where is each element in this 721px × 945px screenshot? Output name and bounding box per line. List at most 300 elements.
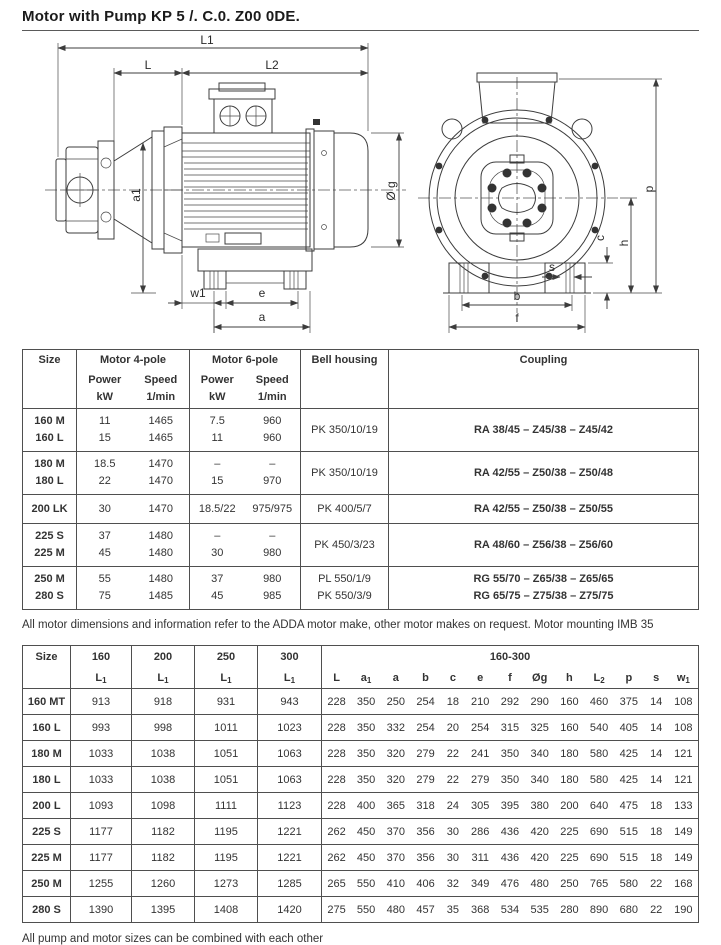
col-subhead-power [190, 368, 245, 409]
terminal-box-side [209, 83, 275, 133]
cell-dim: 436 [495, 819, 525, 845]
cell-L1: 1408 [195, 897, 258, 923]
cell-dim: 30 [440, 845, 465, 871]
cell-dim: 18 [644, 845, 669, 871]
cell-bell-housing [301, 409, 389, 452]
cell-size [23, 409, 77, 452]
cell-size: 250 M [23, 871, 71, 897]
cell-line: – [214, 530, 221, 542]
cell-dim: 180 [555, 741, 585, 767]
dim-label-L2: L2 [265, 58, 279, 72]
cell-dim: 24 [440, 793, 465, 819]
cell-dim: 320 [381, 741, 411, 767]
cell-coupling [389, 495, 699, 524]
cell-dim: 350 [351, 689, 381, 715]
technical-drawing [0, 31, 721, 339]
cell-dim: 395 [495, 793, 525, 819]
col-subhead-L1: $L_1$ [258, 667, 322, 689]
spec-row [23, 567, 699, 610]
cell-dim: 14 [644, 689, 669, 715]
cell-dim: 450 [351, 845, 381, 871]
cell-L1: 1177 [71, 845, 132, 871]
cell-dim: 18 [644, 793, 669, 819]
cell-dim: 580 [614, 871, 644, 897]
cell-size: 225 S [23, 819, 71, 845]
cell-line: 75 [98, 590, 111, 602]
cell-line: 280 S [35, 590, 64, 602]
cell-dim: 22 [644, 897, 669, 923]
cell-dim: 279 [465, 767, 495, 793]
cell-line: PK 400/5/7 [317, 502, 372, 515]
cell-dim: 32 [440, 871, 465, 897]
cell-line: 30 [98, 502, 111, 515]
cell-line: 37 [211, 573, 224, 585]
cell-line: RG 55/70 – Z65/38 – Z65/65 [473, 573, 614, 585]
cell-L1: 1033 [71, 741, 132, 767]
dim-row [23, 845, 699, 871]
dimension-table-head [23, 646, 699, 689]
cell-size [23, 452, 77, 495]
col-subhead-dim: c [449, 672, 456, 684]
cell-dim: 368 [465, 897, 495, 923]
dim-row [23, 689, 699, 715]
dimension-table [22, 645, 699, 923]
cell-dim: 168 [669, 871, 699, 897]
cell-dim: 22 [644, 871, 669, 897]
cell-dim: 400 [351, 793, 381, 819]
cell-dim: 262 [322, 845, 352, 871]
cell-speed-4p [133, 452, 190, 495]
dim-label-w1: w1 [190, 286, 206, 300]
cell-power-4p [77, 567, 133, 610]
cell-dim: 349 [465, 871, 495, 897]
cell-line: 200 LK [31, 502, 68, 515]
cell-power-6p [190, 452, 245, 495]
cell-dim: 180 [555, 767, 585, 793]
cell-dim: 690 [584, 845, 614, 871]
cell-line: RA 38/45 – Z45/38 – Z45/42 [473, 423, 613, 436]
nameplate [225, 233, 261, 244]
cell-L1: 1063 [258, 741, 322, 767]
cell-speed-6p [245, 409, 301, 452]
cell-dim: 22 [440, 767, 465, 793]
fan-cowl [306, 129, 368, 251]
cell-L1: 1063 [258, 767, 322, 793]
col-head-bell: Bell housing [301, 350, 389, 409]
col-subhead-dim: Øg [532, 672, 548, 684]
cell-L1: 1390 [71, 897, 132, 923]
cell-power-6p [190, 524, 245, 567]
cell-dim: 425 [614, 767, 644, 793]
cell-line: 980 [263, 573, 282, 585]
cell-dim: 14 [644, 767, 669, 793]
cell-size: 180 L [23, 767, 71, 793]
cell-speed-6p [245, 495, 301, 524]
cell-dim: 121 [669, 767, 699, 793]
cell-dim: 475 [614, 793, 644, 819]
cell-L1: 918 [132, 689, 195, 715]
cell-dim: 550 [351, 871, 381, 897]
col-subhead-dim: p [625, 672, 633, 684]
cell-line: 1/min [257, 391, 287, 403]
spec-row [23, 452, 699, 495]
cell-dim: 350 [495, 767, 525, 793]
cell-coupling [389, 452, 699, 495]
cell-dim: 540 [584, 715, 614, 741]
cell-speed-4p [133, 495, 190, 524]
drawing-figure [0, 31, 721, 339]
col-head-size: Size [35, 651, 58, 663]
cell-dim: 18 [440, 689, 465, 715]
cell-L1: 1123 [258, 793, 322, 819]
cell-line: 1470 [148, 458, 173, 470]
cell-dim: 405 [614, 715, 644, 741]
col-subhead-dim: b [422, 672, 429, 684]
cell-dim: 375 [614, 689, 644, 715]
cell-dim: 350 [495, 741, 525, 767]
col-subhead-dim: h [566, 672, 573, 684]
cell-L1: 1033 [71, 767, 132, 793]
cell-dim: 225 [555, 845, 585, 871]
cell-dim: 265 [322, 871, 352, 897]
cell-line: 180 L [35, 475, 64, 487]
cell-dim: 480 [525, 871, 555, 897]
cell-dim: 20 [440, 715, 465, 741]
dim-row [23, 871, 699, 897]
cell-line: Speed [255, 374, 289, 386]
col-subhead-power [77, 368, 133, 409]
cell-dim: 356 [411, 845, 441, 871]
cell-power-6p [190, 409, 245, 452]
cell-line: 11 [99, 415, 111, 427]
dim-label-a1: a1 [129, 188, 143, 202]
cell-dim: 450 [351, 819, 381, 845]
cell-dim: 228 [322, 767, 352, 793]
cell-size: 280 S [23, 897, 71, 923]
cell-dim: 14 [644, 741, 669, 767]
cell-dim: 14 [644, 715, 669, 741]
cell-power-6p [190, 495, 245, 524]
cell-dim: 680 [614, 897, 644, 923]
cell-speed-4p [133, 524, 190, 567]
dim-row [23, 715, 699, 741]
cell-L1: 1051 [195, 767, 258, 793]
dimension-h [617, 198, 637, 293]
cell-L1: 1420 [258, 897, 322, 923]
spec-row [23, 524, 699, 567]
cell-line: 1480 [148, 547, 173, 559]
cell-dim: 160 [555, 689, 585, 715]
cell-line: PK 350/10/19 [311, 466, 378, 479]
cell-L1: 1260 [132, 871, 195, 897]
cell-dim: 320 [381, 767, 411, 793]
cell-dim: 550 [351, 897, 381, 923]
cell-line: 975/975 [252, 502, 293, 515]
cell-dim: 250 [555, 871, 585, 897]
cell-dim: 515 [614, 819, 644, 845]
cell-line: 1465 [148, 432, 173, 444]
cell-line: 1470 [148, 502, 173, 515]
cell-size: 160 L [23, 715, 71, 741]
cell-line: 18.5/22 [198, 502, 236, 515]
cell-L1: 1273 [195, 871, 258, 897]
cell-speed-6p [245, 524, 301, 567]
cell-dim: 30 [440, 819, 465, 845]
cell-L1: 998 [132, 715, 195, 741]
cell-line: RA 42/55 – Z50/38 – Z50/55 [473, 502, 613, 515]
cell-speed-4p [133, 409, 190, 452]
cell-size [23, 495, 77, 524]
cell-line: 160 M [34, 415, 65, 427]
cell-dim: 690 [584, 819, 614, 845]
cell-L1: 1221 [258, 819, 322, 845]
cell-dim: 286 [465, 819, 495, 845]
cell-dim: 241 [465, 741, 495, 767]
dim-label-L: L [144, 58, 152, 72]
cell-dim: 160 [555, 715, 585, 741]
dim-label-a: a [258, 310, 266, 324]
cell-dim: 108 [669, 689, 699, 715]
dimension-L1 [58, 33, 368, 157]
cell-line: 11 [211, 432, 223, 444]
cell-size: 160 MT [23, 689, 71, 715]
cell-line: Speed [144, 374, 178, 386]
cell-dim: 332 [381, 715, 411, 741]
cell-dim: 228 [322, 689, 352, 715]
cell-dim: 228 [322, 793, 352, 819]
cell-line: 7.5 [209, 415, 225, 427]
cell-line: 1470 [148, 475, 173, 487]
col-head-coupling: Coupling [389, 350, 699, 409]
cell-dim: 149 [669, 845, 699, 871]
cell-dim: 350 [351, 715, 381, 741]
cell-line: 225 S [35, 530, 64, 542]
spec-head-row-1 [23, 350, 699, 369]
cell-dim: 262 [322, 819, 352, 845]
pump-note: All pump and motor sizes can be combined with each other [22, 933, 324, 945]
col-subhead-speed [245, 368, 301, 409]
cell-L1: 943 [258, 689, 322, 715]
cell-dim: 311 [465, 845, 495, 871]
cell-coupling [389, 409, 699, 452]
cell-line: 960 [263, 432, 282, 444]
cell-line: 18.5 [94, 458, 116, 470]
cell-dim: 305 [465, 793, 495, 819]
cell-dim: 350 [351, 741, 381, 767]
dim-row [23, 897, 699, 923]
cell-dim: 35 [440, 897, 465, 923]
cell-dim: 325 [525, 715, 555, 741]
col-head-frame: 300 [258, 646, 322, 668]
col-head-range: 160-300 [322, 646, 699, 668]
cell-dim: 254 [465, 715, 495, 741]
cell-size: 225 M [23, 845, 71, 871]
cell-dim: 340 [525, 767, 555, 793]
cell-size [23, 524, 77, 567]
cell-L1: 1395 [132, 897, 195, 923]
cell-dim: 190 [669, 897, 699, 923]
dim-label-L1: L1 [200, 33, 214, 47]
cell-line: 1480 [148, 573, 173, 585]
cell-line: kW [96, 391, 113, 403]
cell-dim: 279 [411, 767, 441, 793]
cell-dim: 228 [322, 741, 352, 767]
cell-dim: 121 [669, 741, 699, 767]
col-subhead-dim: $L_2$ [593, 672, 605, 685]
cell-dim: 318 [411, 793, 441, 819]
col-subhead-dim: s [653, 672, 660, 684]
cell-bell-housing [301, 495, 389, 524]
cell-power-4p [77, 524, 133, 567]
cell-line: Power [200, 374, 234, 386]
cell-L1: 1182 [132, 845, 195, 871]
cell-dim: 640 [584, 793, 614, 819]
cell-line: 22 [98, 475, 111, 487]
col-subhead-dim: a [392, 672, 399, 684]
dim-row [23, 741, 699, 767]
dimension-table-body [23, 689, 699, 923]
cell-size [23, 567, 77, 610]
cooling-fins [184, 163, 308, 229]
col-head-frame: 250 [195, 646, 258, 668]
cell-line: 1465 [148, 415, 173, 427]
cell-dim: 22 [440, 741, 465, 767]
cell-line: 1485 [148, 590, 173, 602]
motor-note: All motor dimensions and information refer to the ADDA motor make, other motor makes on request. Motor mounting IMB 35 [22, 619, 654, 631]
cell-L1: 1195 [195, 845, 258, 871]
motor-spec-table-body [23, 409, 699, 610]
spec-row [23, 495, 699, 524]
cell-line: 180 M [34, 458, 65, 470]
cell-dim: 365 [381, 793, 411, 819]
cell-dim: 535 [525, 897, 555, 923]
cell-line: 37 [98, 530, 111, 542]
cell-line: kW [209, 391, 226, 403]
cell-dim: 460 [584, 689, 614, 715]
cell-L1: 1098 [132, 793, 195, 819]
dimension-L [114, 58, 182, 157]
cell-dim: 370 [381, 819, 411, 845]
dim-head-row-2 [23, 667, 699, 689]
dim-label-c: c [593, 235, 607, 241]
cell-dim: 406 [411, 871, 441, 897]
col-head-motor6: Motor 6-pole [190, 350, 301, 369]
col-head-frame: 200 [132, 646, 195, 668]
cell-L1: 1255 [71, 871, 132, 897]
cell-coupling [389, 524, 699, 567]
cell-bell-housing [301, 567, 389, 610]
pump-side-view [56, 141, 114, 239]
cell-line: 985 [263, 590, 282, 602]
cell-dim: 410 [381, 871, 411, 897]
dimension-L2 [182, 58, 368, 73]
cell-line: 45 [98, 547, 111, 559]
cell-line: RA 48/60 – Z56/38 – Z56/60 [473, 538, 613, 551]
cell-dim: 534 [495, 897, 525, 923]
cell-line: 45 [211, 590, 224, 602]
cell-line: 1480 [148, 530, 173, 542]
cell-line: 15 [211, 475, 224, 487]
cell-dim: 290 [525, 689, 555, 715]
cell-L1: 1038 [132, 741, 195, 767]
cell-speed-6p [245, 452, 301, 495]
cell-line: PK 450/3/23 [314, 538, 375, 551]
cell-dim: 292 [495, 689, 525, 715]
cell-L1: 1051 [195, 741, 258, 767]
page-title: Motor with Pump KP 5 /. C.0. Z00 0DE. [22, 6, 699, 31]
cell-L1: 1093 [71, 793, 132, 819]
cell-dim: 279 [411, 741, 441, 767]
cell-dim: 370 [381, 845, 411, 871]
cell-line: – [269, 530, 276, 542]
cell-bell-housing [301, 452, 389, 495]
cell-line: RA 42/55 – Z50/38 – Z50/48 [473, 466, 613, 479]
cell-L1: 1221 [258, 845, 322, 871]
cell-dim: 18 [644, 819, 669, 845]
cell-L1: 1177 [71, 819, 132, 845]
cell-dim: 210 [465, 689, 495, 715]
col-subhead-dim: $a_1$ [360, 672, 372, 685]
cell-dim: 133 [669, 793, 699, 819]
cell-dim: 315 [495, 715, 525, 741]
cell-line: PK 350/10/19 [311, 423, 378, 436]
cell-dim: 580 [584, 767, 614, 793]
cell-L1: 993 [71, 715, 132, 741]
cell-dim: 228 [322, 715, 352, 741]
col-subhead-L1: $L_1$ [132, 667, 195, 689]
cell-dim: 515 [614, 845, 644, 871]
cell-L1: 1111 [195, 793, 258, 819]
dimension-p [559, 79, 662, 293]
col-subhead-L1: $L_1$ [71, 667, 132, 689]
cell-dim: 340 [525, 741, 555, 767]
cell-line: 960 [263, 415, 282, 427]
cell-dim: 254 [411, 689, 441, 715]
cell-dim: 254 [411, 715, 441, 741]
cell-dim: 476 [495, 871, 525, 897]
cell-coupling [389, 567, 699, 610]
dim-row [23, 793, 699, 819]
cell-dim: 765 [584, 871, 614, 897]
col-head-size: Size [38, 354, 61, 366]
motor-spec-table-head [23, 350, 699, 409]
col-head-motor4: Motor 4-pole [77, 350, 190, 369]
cell-dim: 425 [614, 741, 644, 767]
cell-dim: 420 [525, 845, 555, 871]
cell-dim: 380 [525, 793, 555, 819]
col-subhead-dim: e [477, 672, 484, 684]
cell-dim: 890 [584, 897, 614, 923]
cell-L1: 1182 [132, 819, 195, 845]
cell-dim: 480 [381, 897, 411, 923]
col-subhead-dim: f [508, 672, 512, 684]
col-subhead-L1: $L_1$ [195, 667, 258, 689]
cell-L1: 1038 [132, 767, 195, 793]
cell-dim: 225 [555, 819, 585, 845]
cell-dim: 457 [411, 897, 441, 923]
cell-L1: 931 [195, 689, 258, 715]
cell-power-6p [190, 567, 245, 610]
col-subhead-dim: $w_1$ [676, 672, 690, 685]
cell-dim: 108 [669, 715, 699, 741]
cell-bell-housing [301, 524, 389, 567]
dim-label-dia-g: Ø g [384, 181, 398, 201]
cell-power-4p [77, 452, 133, 495]
cell-dim: 580 [584, 741, 614, 767]
cell-L1: 1285 [258, 871, 322, 897]
cell-line: Power [88, 374, 122, 386]
cell-dim: 280 [555, 897, 585, 923]
